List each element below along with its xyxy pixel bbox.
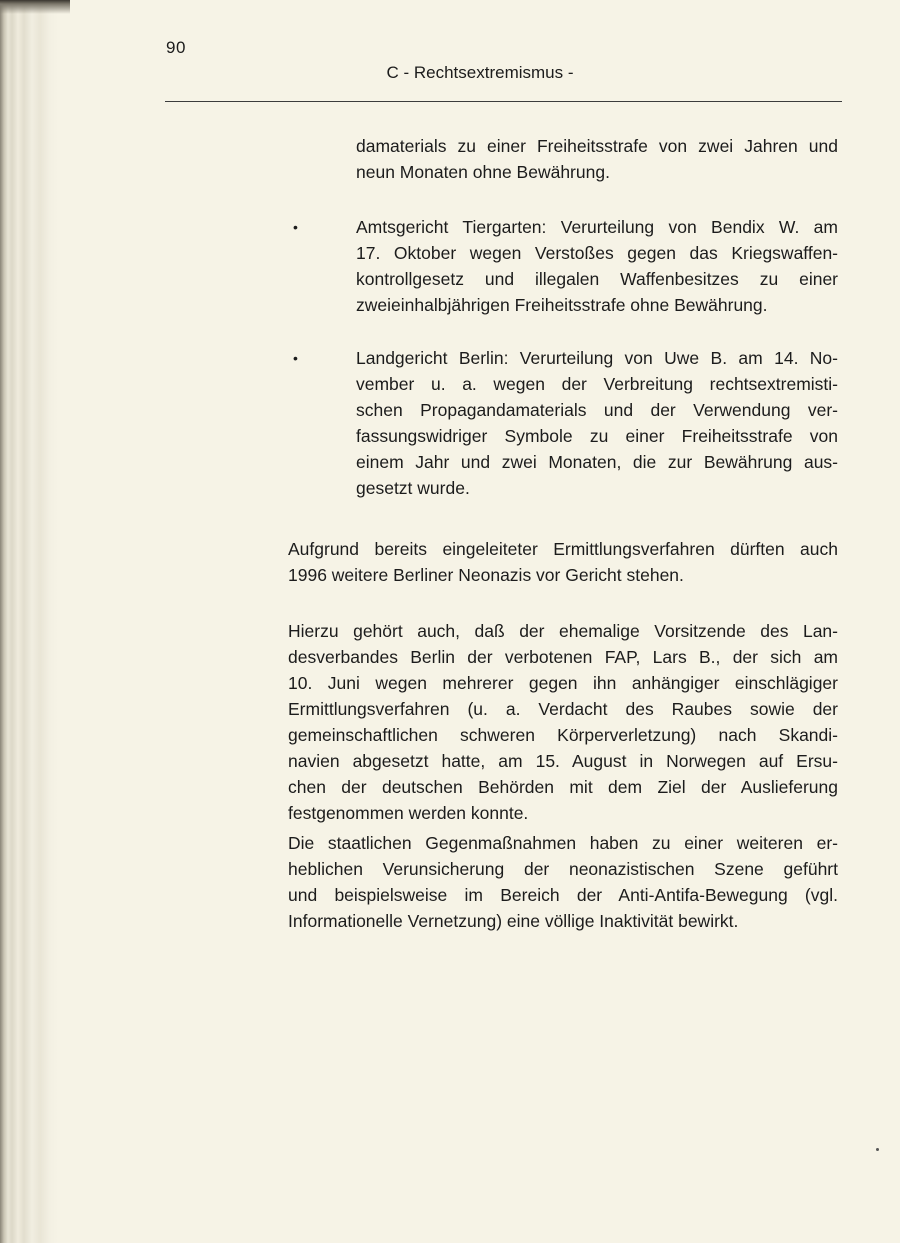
text-line: einem Jahr und zwei Monaten, die zur Bewährung aus-: [356, 452, 838, 472]
scan-corner-shadow: [0, 0, 70, 14]
text-line: gesetzt wurde.: [356, 478, 470, 498]
paragraph-lars-b: [288, 618, 838, 826]
text-line: Informationelle Vernetzung) eine völlige Inaktivität bewirkt.: [288, 911, 739, 931]
text-line: damaterials zu einer Freiheitsstrafe von zwei Jahren und: [356, 136, 838, 156]
text-line: navien abgesetzt hatte, am 15. August in Norwegen auf Ersu-: [288, 751, 838, 771]
paragraph-ermittlungsverfahren: [288, 536, 838, 588]
text-line: zweieinhalbjährigen Freiheitsstrafe ohne Bewährung.: [356, 295, 768, 315]
text-line: Ermittlungsverfahren (u. a. Verdacht des Raubes sowie der: [288, 699, 838, 719]
text-line: kontrollgesetz und illegalen Waffenbesitzes zu einer: [356, 269, 838, 289]
text-line: Aufgrund bereits eingeleiteter Ermittlungsverfahren dürften auch: [288, 539, 838, 559]
bullet-item-landgericht: [356, 345, 838, 501]
text-line: vember u. a. wegen der Verbreitung rechtsextremisti-: [356, 374, 838, 394]
continuation-text: [356, 133, 838, 185]
text-line: festgenommen werden konnte.: [288, 803, 529, 823]
text-line: Die staatlichen Gegenmaßnahmen haben zu einer weiteren er-: [288, 833, 838, 853]
bullet-item-amtsgericht: [356, 214, 838, 318]
text-line: 17. Oktober wegen Verstoßes gegen das Kriegswaffen-: [356, 243, 838, 263]
text-line: 1996 weitere Berliner Neonazis vor Gericht stehen.: [288, 565, 684, 585]
header-rule: [165, 101, 842, 102]
text-line: heblichen Verunsicherung der neonazistischen Szene geführt: [288, 859, 838, 879]
text-line: fassungswidriger Symbole zu einer Freiheitsstrafe von: [356, 426, 838, 446]
bullet-marker: •: [293, 219, 298, 235]
page-number: 90: [166, 38, 186, 57]
paragraph-gegenmassnahmen: [288, 830, 838, 934]
text-line: Landgericht Berlin: Verurteilung von Uwe B. am 14. No-: [356, 348, 838, 368]
text-line: 10. Juni wegen mehrerer gegen ihn anhängiger einschlägiger: [288, 673, 838, 693]
scan-speck: [876, 1148, 879, 1151]
text-line: und beispielsweise im Bereich der Anti-Antifa-Bewegung (vgl.: [288, 885, 838, 905]
text-line: Amtsgericht Tiergarten: Verurteilung von Bendix W. am: [356, 217, 838, 237]
text-line: chen der deutschen Behörden mit dem Ziel der Auslieferung: [288, 777, 838, 797]
bullet-marker: •: [293, 350, 298, 366]
text-line: Hierzu gehört auch, daß der ehemalige Vorsitzende des Lan-: [288, 621, 838, 641]
running-head: C - Rechtsextremismus -: [386, 63, 574, 82]
scan-page-edge: [0, 0, 58, 1243]
text-line: schen Propagandamaterials und der Verwendung ver-: [356, 400, 838, 420]
text-line: desverbandes Berlin der verbotenen FAP, Lars B., der sich am: [288, 647, 838, 667]
text-line: gemeinschaftlichen schweren Körperverletzung) nach Skandi-: [288, 725, 838, 745]
text-line: neun Monaten ohne Bewährung.: [356, 162, 610, 182]
